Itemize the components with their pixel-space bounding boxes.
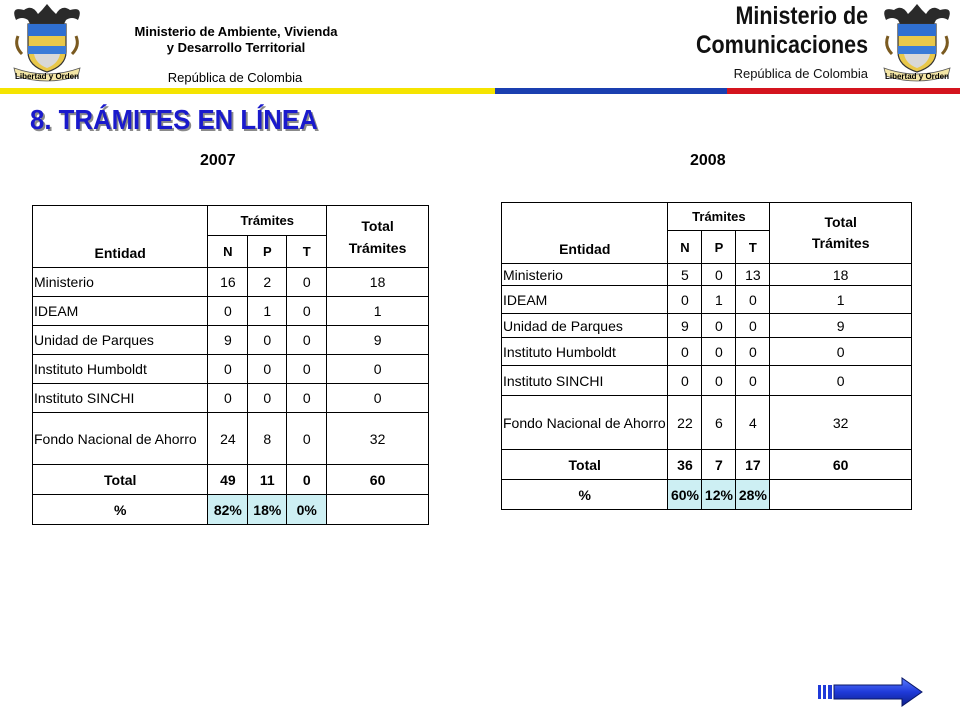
row-total: 0	[327, 355, 429, 384]
total-row	[33, 465, 429, 495]
row-entity	[502, 396, 668, 450]
right-republic-label: República de Colombia	[733, 66, 868, 81]
row-p: 0	[248, 355, 287, 384]
row-n: 24	[208, 413, 248, 465]
col-header-total	[327, 206, 429, 268]
col-header-total-line1: Total	[361, 217, 394, 234]
row-n: 16	[208, 268, 248, 297]
row-t: 0	[287, 413, 327, 465]
row-t: 13	[736, 264, 770, 286]
row-p: 6	[702, 396, 736, 450]
row-t: 0	[287, 268, 327, 297]
row-p: 1	[702, 286, 736, 314]
percent-n: 60%	[668, 480, 702, 510]
total-n: 36	[668, 450, 702, 480]
total-p: 11	[248, 465, 287, 495]
crest-motto-right: Libertad y Orden	[884, 72, 949, 81]
percent-p: 18%	[248, 495, 287, 525]
percent-t: 0%	[287, 495, 327, 525]
flag-stripe-yellow	[0, 88, 495, 94]
row-total: 9	[327, 326, 429, 355]
row-p: 0	[248, 326, 287, 355]
table-row	[33, 413, 429, 465]
row-t: 0	[736, 366, 770, 396]
left-ministry-line1: Ministerio de Ambiente, Vivienda	[134, 24, 338, 39]
row-t: 0	[287, 384, 327, 413]
table-row	[502, 396, 912, 450]
col-header-tramites: Trámites	[208, 206, 327, 236]
col-header-total-line2: Trámites	[348, 239, 407, 256]
percent-empty	[327, 495, 429, 525]
row-total: 1	[770, 286, 912, 314]
table-row	[33, 297, 429, 326]
table-row	[502, 286, 912, 314]
row-entity: Unidad de Parques	[33, 326, 208, 355]
table-row	[502, 314, 912, 338]
row-n: 0	[208, 355, 248, 384]
col-header-total-line2: Trámites	[811, 235, 870, 251]
total-t: 17	[736, 450, 770, 480]
row-t: 0	[287, 355, 327, 384]
year-label-2008: 2008	[690, 152, 726, 169]
percent-t: 28%	[736, 480, 770, 510]
row-n: 0	[208, 384, 248, 413]
row-total: 9	[770, 314, 912, 338]
total-n: 49	[208, 465, 248, 495]
row-t: 0	[736, 338, 770, 366]
total-total: 60	[770, 450, 912, 480]
right-ministry-name	[696, 2, 868, 60]
percent-empty	[770, 480, 912, 510]
col-header-n: N	[668, 231, 702, 264]
row-entity-text: Fondo Nacional de Ahorro	[34, 430, 197, 447]
row-n: 9	[208, 326, 248, 355]
row-entity	[33, 413, 208, 465]
row-t: 4	[736, 396, 770, 450]
row-p: 2	[248, 268, 287, 297]
row-total: 32	[770, 396, 912, 450]
table-row	[502, 338, 912, 366]
total-total: 60	[327, 465, 429, 495]
row-p: 1	[248, 297, 287, 326]
right-ministry-line2: Comunicaciones	[695, 31, 868, 59]
row-p: 0	[702, 264, 736, 286]
row-total: 0	[327, 384, 429, 413]
row-total: 1	[327, 297, 429, 326]
total-row	[502, 450, 912, 480]
col-header-t: T	[736, 231, 770, 264]
percent-p: 12%	[702, 480, 736, 510]
next-arrow-icon[interactable]	[818, 676, 924, 708]
row-n: 0	[668, 286, 702, 314]
row-p: 0	[702, 314, 736, 338]
col-header-p: P	[248, 236, 287, 268]
right-ministry-line1: Ministerio de	[735, 2, 868, 30]
row-p: 0	[702, 338, 736, 366]
col-header-entity: Entidad	[33, 206, 208, 268]
row-n: 5	[668, 264, 702, 286]
col-header-total-line1: Total	[824, 214, 857, 230]
row-n: 0	[668, 366, 702, 396]
table-row	[33, 268, 429, 297]
percent-label: %	[33, 495, 208, 525]
left-ministry-name	[96, 24, 376, 56]
row-entity: Ministerio	[33, 268, 208, 297]
percent-row	[502, 480, 912, 510]
row-t: 0	[736, 314, 770, 338]
row-total: 18	[327, 268, 429, 297]
total-label: Total	[502, 450, 668, 480]
left-ministry-line2: y Desarrollo Territorial	[166, 40, 306, 55]
col-header-total	[770, 203, 912, 264]
crest-motto-left: Libertad y Orden	[14, 72, 79, 81]
left-republic-label: República de Colombia	[167, 70, 303, 85]
row-t: 0	[287, 297, 327, 326]
table-row	[33, 355, 429, 384]
row-entity: Ministerio	[502, 264, 668, 286]
row-total: 18	[770, 264, 912, 286]
row-t: 0	[736, 286, 770, 314]
total-t: 0	[287, 465, 327, 495]
col-header-p: P	[702, 231, 736, 264]
table-row	[502, 264, 912, 286]
row-entity: Instituto Humboldt	[33, 355, 208, 384]
row-p: 0	[702, 366, 736, 396]
row-entity: Instituto SINCHI	[33, 384, 208, 413]
col-header-entity: Entidad	[502, 203, 668, 264]
row-n: 22	[668, 396, 702, 450]
row-entity: IDEAM	[502, 286, 668, 314]
col-header-tramites: Trámites	[668, 203, 770, 231]
percent-row	[33, 495, 429, 525]
row-n: 9	[668, 314, 702, 338]
row-t: 0	[287, 326, 327, 355]
row-entity-text: Fondo Nacional de Ahorro	[503, 414, 666, 431]
percent-n: 82%	[208, 495, 248, 525]
row-entity: Instituto SINCHI	[502, 366, 668, 396]
total-p: 7	[702, 450, 736, 480]
flag-stripe-red	[727, 88, 960, 94]
table-row	[33, 326, 429, 355]
row-entity: Unidad de Parques	[502, 314, 668, 338]
table-row	[33, 384, 429, 413]
total-label: Total	[33, 465, 208, 495]
col-header-n: N	[208, 236, 248, 268]
row-n: 0	[208, 297, 248, 326]
table-2008	[501, 202, 912, 510]
row-p: 0	[248, 384, 287, 413]
percent-label: %	[502, 480, 668, 510]
row-entity: IDEAM	[33, 297, 208, 326]
row-p: 8	[248, 413, 287, 465]
row-total: 0	[770, 366, 912, 396]
row-entity: Instituto Humboldt	[502, 338, 668, 366]
year-label-2007: 2007	[200, 152, 236, 169]
row-total: 0	[770, 338, 912, 366]
flag-stripe-blue	[495, 88, 727, 94]
table-row	[502, 366, 912, 396]
page-title: 8. TRÁMITES EN LÍNEA	[30, 104, 318, 135]
row-total: 32	[327, 413, 429, 465]
col-header-t: T	[287, 236, 327, 268]
row-n: 0	[668, 338, 702, 366]
table-2007	[32, 205, 429, 525]
